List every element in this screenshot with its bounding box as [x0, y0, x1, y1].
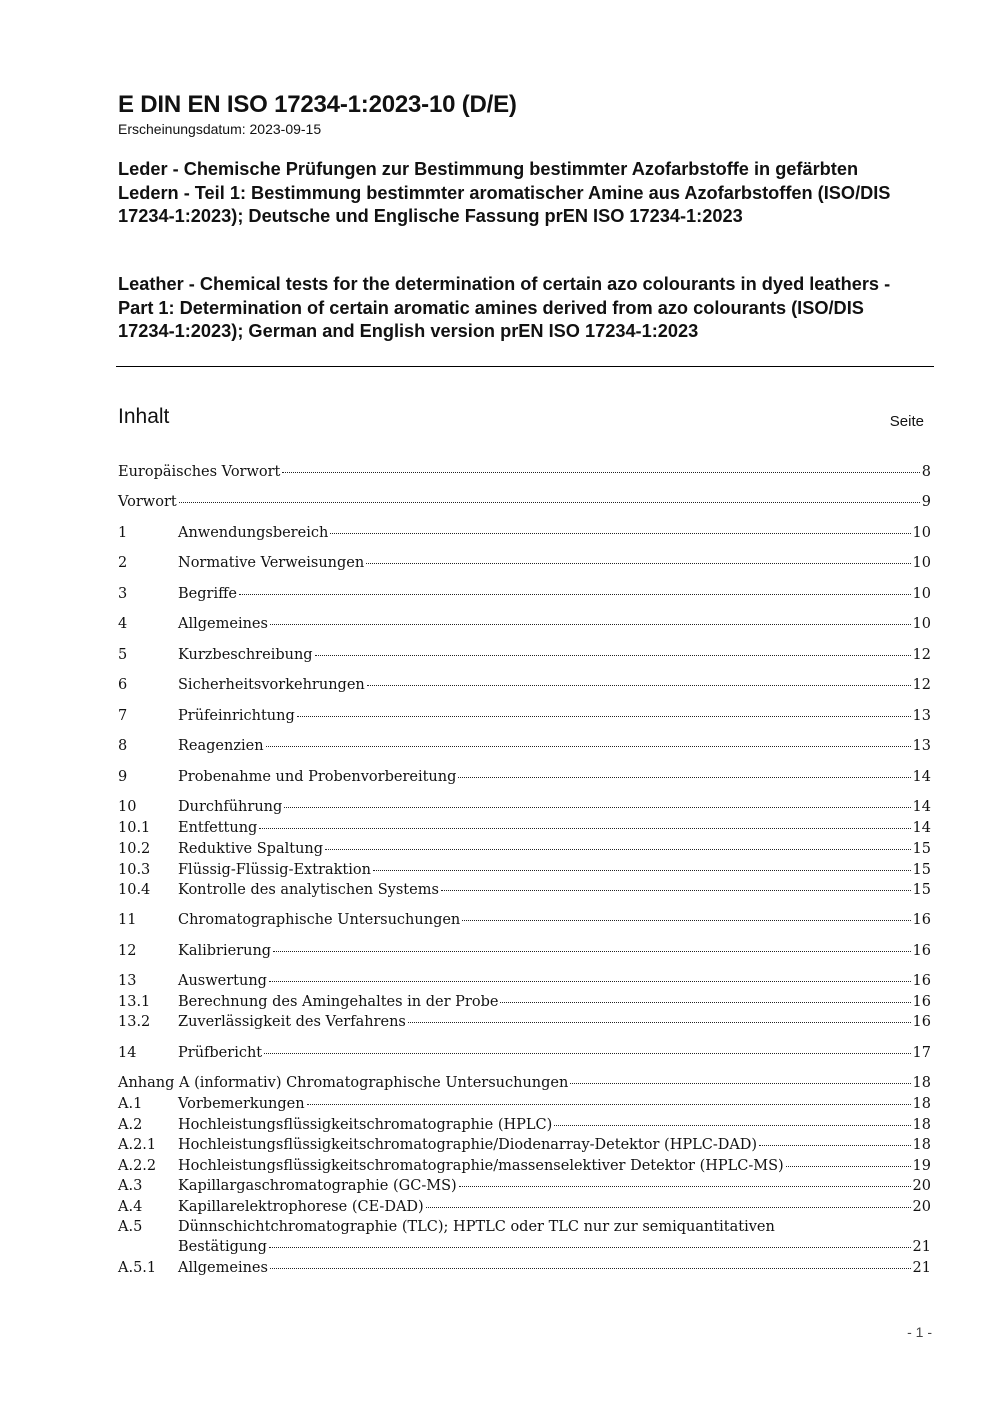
dot-leader	[458, 777, 910, 778]
toc-entry-number: A.2	[118, 1117, 143, 1133]
toc-entry-page: 19	[912, 1158, 931, 1174]
toc-entry-number: 10.1	[118, 820, 151, 836]
toc-entry-number: 12	[118, 943, 137, 959]
toc-entry-page: 14	[912, 799, 931, 815]
toc-entry-number: 10.3	[118, 862, 151, 878]
toc-entry-title-continued: Bestätigung	[178, 1239, 267, 1255]
toc-entry-title: Sicherheitsvorkehrungen	[178, 677, 365, 693]
toc-entry-number: 10.2	[118, 841, 151, 857]
toc-entry[interactable]	[118, 1045, 931, 1065]
toc-entry-page: 16	[912, 973, 931, 989]
toc-entry-page: 10	[912, 616, 931, 632]
toc-entry[interactable]	[118, 1260, 931, 1280]
toc-entry-title: Vorwort	[118, 494, 177, 510]
title-english: Leather - Chemical tests for the determination of certain azo colourants in dyed leathers - Part 1: Determination of certain aromatic amines derived from azo colourants (ISO/DIS 17234-1:2023); German and English version prEN ISO 17234-1:2023	[118, 274, 891, 341]
toc-entry-number: 14	[118, 1045, 137, 1061]
toc-entry-number: 5	[118, 647, 128, 663]
dot-leader	[330, 533, 910, 534]
dot-leader	[273, 951, 910, 952]
toc-entry-page: 20	[912, 1178, 931, 1194]
toc-entry[interactable]	[118, 494, 931, 514]
toc-entry[interactable]	[118, 1096, 931, 1116]
dot-leader	[297, 716, 911, 717]
issue-date: Erscheinungsdatum: 2023-09-15	[118, 121, 322, 137]
dot-leader	[315, 655, 911, 656]
toc-entry-page: 10	[912, 555, 931, 571]
toc-entry-title: Kurzbeschreibung	[178, 647, 313, 663]
toc-entry-number: A.4	[118, 1199, 143, 1215]
toc-entry-page: 10	[912, 525, 931, 541]
dot-leader	[269, 981, 911, 982]
toc-entry-page: 16	[912, 912, 931, 928]
toc-entry-title: Entfettung	[178, 820, 258, 836]
toc-entry-page: 8	[921, 464, 931, 480]
toc-entry-title: Vorbemerkungen	[178, 1096, 305, 1112]
toc-entry-page: 13	[912, 738, 931, 754]
dot-leader	[270, 1268, 911, 1269]
toc-entry-number: 8	[118, 738, 128, 754]
dot-leader	[500, 1002, 910, 1003]
toc-entry[interactable]	[118, 1014, 931, 1034]
dot-leader	[366, 563, 910, 564]
toc-entry[interactable]	[118, 647, 931, 667]
dot-leader	[307, 1104, 911, 1105]
toc-heading: Inhalt	[118, 405, 170, 428]
toc-entry-title: Allgemeines	[178, 616, 268, 632]
toc-entry-title: Chromatographische Untersuchungen	[178, 912, 461, 928]
dot-leader	[259, 828, 910, 829]
toc-entry-page: 20	[912, 1199, 931, 1215]
toc-entry-page: 16	[912, 994, 931, 1010]
toc-entry[interactable]	[118, 525, 931, 545]
toc-entry-title: Probenahme und Probenvorbereitung	[178, 769, 457, 785]
toc-entry[interactable]	[118, 1219, 931, 1239]
toc-entry-title: Hochleistungsflüssigkeitschromatographie (HPLC)	[178, 1117, 553, 1133]
toc-entry-page: 18	[912, 1117, 931, 1133]
toc-page-label: Seite	[889, 413, 924, 430]
dot-leader	[367, 685, 911, 686]
toc-entry-number: 11	[118, 912, 137, 928]
toc-entry-title: Kapillargaschromatographie (GC-MS)	[178, 1178, 457, 1194]
page-number: - 1 -	[907, 1324, 932, 1340]
toc-entry[interactable]	[118, 1117, 931, 1137]
toc-entry-title: Prüfeinrichtung	[178, 708, 295, 724]
toc-entry[interactable]	[118, 973, 931, 993]
toc-entry-title: Allgemeines	[178, 1260, 268, 1276]
toc-entry[interactable]	[118, 738, 931, 758]
toc-entry-page: 14	[912, 820, 931, 836]
toc-entry-page: 9	[921, 494, 931, 510]
toc-entry-number: A.5	[118, 1219, 143, 1235]
dot-leader	[325, 849, 911, 850]
toc-entry[interactable]	[118, 1075, 931, 1095]
title-german: Leder - Chemische Prüfungen zur Bestimmung bestimmter Azofarbstoffe in gefärbten Ledern - Teil 1: Bestimmung bestimmter aromatischer Amine aus Azofarbstoffen (ISO/DIS 17234-1:2023); Deutsche und Englische Fassung prEN ISO 17234-1:2023	[118, 159, 891, 226]
toc-entry-page: 18	[912, 1137, 931, 1153]
toc-entry-title: Auswertung	[178, 973, 267, 989]
toc-entry[interactable]	[118, 912, 931, 932]
dot-leader	[554, 1125, 910, 1126]
toc-entry-page: 21	[912, 1260, 931, 1276]
document-id: E DIN EN ISO 17234-1:2023-10 (D/E)	[118, 91, 517, 118]
toc-entry-page: 17	[912, 1045, 931, 1061]
dot-leader	[462, 920, 910, 921]
toc-entry-number: A.5.1	[118, 1260, 157, 1276]
dot-leader	[459, 1186, 911, 1187]
toc-entry[interactable]	[118, 841, 931, 861]
toc-entry-number: 3	[118, 586, 128, 602]
dot-leader	[570, 1083, 910, 1084]
dot-leader	[282, 472, 919, 473]
dot-leader	[426, 1207, 911, 1208]
toc-entry[interactable]	[118, 882, 931, 902]
toc-entry-page: 18	[912, 1096, 931, 1112]
toc-entry-number: 2	[118, 555, 128, 571]
toc-entry-title: Kapillarelektrophorese (CE-DAD)	[178, 1199, 424, 1215]
toc-entry[interactable]	[118, 555, 931, 575]
toc-entry-page: 12	[912, 647, 931, 663]
toc-entry-title: Zuverlässigkeit des Verfahrens	[178, 1014, 406, 1030]
toc-entry-number: 13	[118, 973, 137, 989]
toc-entry-number: 4	[118, 616, 128, 632]
dot-leader	[179, 502, 920, 503]
toc-entry-number: 10	[118, 799, 137, 815]
dot-leader	[441, 890, 911, 891]
toc-entry-title: Anwendungsbereich	[178, 525, 329, 541]
toc-entry-continuation[interactable]	[178, 1239, 931, 1259]
dot-leader	[408, 1022, 911, 1023]
toc-entry[interactable]	[118, 820, 931, 840]
toc-entry-title: Berechnung des Amingehaltes in der Probe	[178, 994, 499, 1010]
toc-entry-page: 15	[912, 882, 931, 898]
dot-leader	[270, 624, 911, 625]
toc-entry-number: 6	[118, 677, 128, 693]
dot-leader	[264, 1053, 910, 1054]
dot-leader	[266, 746, 911, 747]
toc-entry[interactable]	[118, 799, 931, 819]
toc-entry-title: Durchführung	[178, 799, 283, 815]
toc-entry-number: A.2.2	[118, 1158, 157, 1174]
toc-entry[interactable]	[118, 616, 931, 636]
toc-entry-number: 10.4	[118, 882, 151, 898]
toc-entry[interactable]	[118, 677, 931, 697]
toc-entry-page: 15	[912, 841, 931, 857]
toc-entry-title: Reagenzien	[178, 738, 264, 754]
toc-entry[interactable]	[118, 586, 931, 606]
toc-entry[interactable]	[118, 1178, 931, 1198]
dot-leader	[239, 594, 911, 595]
toc-entry-number: 1	[118, 525, 128, 541]
toc-entry-page: 12	[912, 677, 931, 693]
toc-entry-number: A.2.1	[118, 1137, 157, 1153]
toc-entry-number: 7	[118, 708, 128, 724]
toc-entry-page: 14	[912, 769, 931, 785]
toc-entry-title: Normative Verweisungen	[178, 555, 365, 571]
toc-entry-page: 16	[912, 943, 931, 959]
toc-entry-number: 13.1	[118, 994, 151, 1010]
toc-entry[interactable]	[118, 994, 931, 1014]
toc-entry-number: 13.2	[118, 1014, 151, 1030]
toc-entry-page: 18	[912, 1075, 931, 1091]
toc-entry-title: Kontrolle des analytischen Systems	[178, 882, 439, 898]
toc-entry-title: Hochleistungsflüssigkeitschromatographie/massenselektiver Detektor (HPLC-MS)	[178, 1158, 784, 1174]
toc-entry-title: Reduktive Spaltung	[178, 841, 324, 857]
toc-entry-title: Begriffe	[178, 586, 237, 602]
toc-entry[interactable]	[118, 1158, 931, 1178]
toc-entry[interactable]	[118, 1137, 931, 1157]
toc-entry-title: Europäisches Vorwort	[118, 464, 281, 480]
toc-entry[interactable]	[118, 862, 931, 882]
toc-entry[interactable]	[118, 943, 931, 963]
toc-entry-number: A.3	[118, 1178, 143, 1194]
toc-entry-page: 21	[912, 1239, 931, 1255]
dot-leader	[786, 1166, 911, 1167]
toc-entry-title: Kalibrierung	[178, 943, 272, 959]
toc-entry-page: 10	[912, 586, 931, 602]
toc-entry-number: A.1	[118, 1096, 143, 1112]
toc-entry-title: Flüssig-Flüssig-Extraktion	[178, 862, 371, 878]
dot-leader	[373, 870, 911, 871]
toc-entry-page: 13	[912, 708, 931, 724]
toc-entry[interactable]	[118, 769, 931, 789]
toc-entry-title: Hochleistungsflüssigkeitschromatographie/Diodenarray-Detektor (HPLC-DAD)	[178, 1137, 758, 1153]
toc-entry-title: Anhang A (informativ) Chromatographische Untersuchungen	[118, 1075, 569, 1091]
dot-leader	[284, 807, 910, 808]
dot-leader	[759, 1145, 910, 1146]
toc-entry-title: Prüfbericht	[178, 1045, 263, 1061]
toc-entry[interactable]	[118, 708, 931, 728]
toc-entry[interactable]	[118, 1199, 931, 1219]
toc-entry-title: Dünnschichtchromatographie (TLC); HPTLC oder TLC nur zur semiquantitativen	[178, 1219, 775, 1235]
toc-entry-number: 9	[118, 769, 128, 785]
toc-entry[interactable]	[118, 464, 931, 484]
dot-leader	[269, 1247, 911, 1248]
toc-entry-page: 15	[912, 862, 931, 878]
title-divider	[116, 366, 934, 367]
toc-entry-page: 16	[912, 1014, 931, 1030]
